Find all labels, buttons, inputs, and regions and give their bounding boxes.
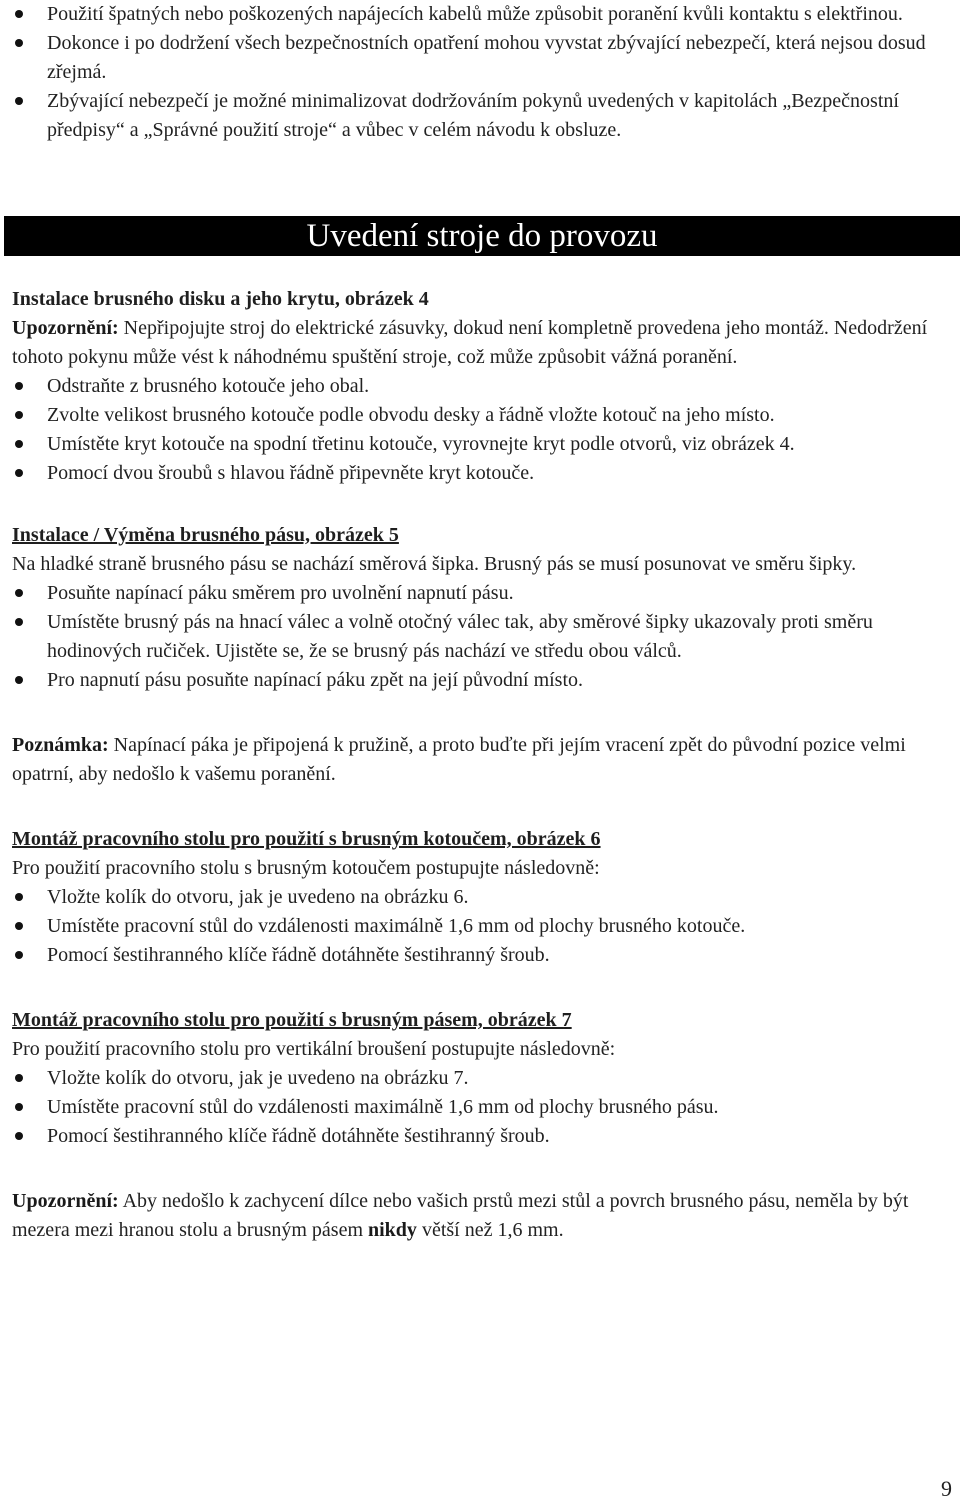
list-item: Pro napnutí pásu posuňte napínací páku zpět na její původní místo. xyxy=(12,666,952,695)
warning-text: Aby nedošlo k zachycení dílce nebo vašich prstů mezi stůl a povrch brusného pásu, neměla by být mezera mezi hranou stolu a brusným pásem xyxy=(12,1190,909,1241)
list-item: Zbývající nebezpečí je možné minimalizovat dodržováním pokynů uvedených v kapitolách „Bezpečnostní předpisy“ a „Správné použití stroje“ a vůbec v celém návodu k obsluze. xyxy=(12,87,952,145)
warning-emphasis: nikdy xyxy=(368,1219,417,1241)
warning-text: Nepřipojujte stroj do elektrické zásuvky, dokud není kompletně provedena jeho montáž. Nedodržení tohoto pokynu může vést k náhodnému spuštění stroje, což může způsobit vážná poranění. xyxy=(12,317,928,368)
warning-paragraph xyxy=(12,314,952,372)
note-text: Napínací páka je připojená k pružině, a proto buďte při jejím vracení zpět do původní pozice velmi opatrní, aby nedošlo k vašemu poranění. xyxy=(12,734,906,785)
section-title: Instalace brusného disku a jeho krytu, obrázek 4 xyxy=(12,288,429,310)
page-number: 9 xyxy=(941,1476,952,1501)
section-belt-installation xyxy=(12,521,952,695)
manual-page xyxy=(12,0,952,1245)
section-table-belt xyxy=(12,1006,952,1151)
list-item: Pomocí dvou šroubů s hlavou řádně připevněte kryt kotouče. xyxy=(12,459,952,488)
note-paragraph xyxy=(12,731,952,789)
note-label: Poznámka: xyxy=(12,734,109,756)
section-intro: Pro použití pracovního stolu s brusným kotoučem postupujte následovně: xyxy=(12,857,600,879)
final-warning-paragraph xyxy=(12,1187,952,1245)
warning-label: Upozornění: xyxy=(12,317,119,339)
bullet-list xyxy=(12,579,952,695)
section-title: Instalace / Výměna brusného pásu, obrázek 5 xyxy=(12,524,399,546)
section-intro: Na hladké straně brusného pásu se nachází směrová šipka. Brusný pás se musí posunovat ve směru šipky. xyxy=(12,553,857,575)
list-item: Umístěte brusný pás na hnací válec a volně otočný válec tak, aby směrové šipky ukazovaly proti směru hodinových ručiček. Ujistěte se, že se brusný pás nachází ve středu obou válců. xyxy=(12,608,952,666)
list-item: Umístěte pracovní stůl do vzdálenosti maximálně 1,6 mm od plochy brusného kotouče. xyxy=(12,912,952,941)
warning-label: Upozornění: xyxy=(12,1190,119,1212)
list-item: Posuňte napínací páku směrem pro uvolnění napnutí pásu. xyxy=(12,579,952,608)
section-title: Montáž pracovního stolu pro použití s brusným pásem, obrázek 7 xyxy=(12,1009,572,1031)
list-item: Dokonce i po dodržení všech bezpečnostních opatření mohou vyvstat zbývající nebezpečí, která nejsou dosud zřejmá. xyxy=(12,29,952,87)
list-item: Vložte kolík do otvoru, jak je uvedeno na obrázku 7. xyxy=(12,1064,952,1093)
bullet-list xyxy=(12,372,952,488)
section-table-disc xyxy=(12,825,952,970)
list-item: Umístěte pracovní stůl do vzdálenosti maximálně 1,6 mm od plochy brusného pásu. xyxy=(12,1093,952,1122)
section-title: Montáž pracovního stolu pro použití s brusným kotoučem, obrázek 6 xyxy=(12,828,601,850)
section-banner: Uvedení stroje do provozu xyxy=(4,216,960,256)
list-item: Vložte kolík do otvoru, jak je uvedeno na obrázku 6. xyxy=(12,883,952,912)
bullet-list xyxy=(12,1064,952,1151)
list-item: Pomocí šestihranného klíče řádně dotáhněte šestihranný šroub. xyxy=(12,941,952,970)
list-item: Pomocí šestihranného klíče řádně dotáhněte šestihranný šroub. xyxy=(12,1122,952,1151)
bullet-list xyxy=(12,883,952,970)
warning-text-end: větší než 1,6 mm. xyxy=(416,1219,564,1241)
list-item: Odstraňte z brusného kotouče jeho obal. xyxy=(12,372,952,401)
section-intro: Pro použití pracovního stolu pro vertikální broušení postupujte následovně: xyxy=(12,1038,616,1060)
section-disc-installation xyxy=(12,285,952,488)
list-item: Zvolte velikost brusného kotouče podle obvodu desky a řádně vložte kotouč na jeho místo. xyxy=(12,401,952,430)
list-item: Použití špatných nebo poškozených napájecích kabelů může způsobit poranění kvůli kontaktu s elektřinou. xyxy=(12,0,952,29)
list-item: Umístěte kryt kotouče na spodní třetinu kotouče, vyrovnejte kryt podle otvorů, viz obrázek 4. xyxy=(12,430,952,459)
intro-bullet-list xyxy=(12,0,952,145)
